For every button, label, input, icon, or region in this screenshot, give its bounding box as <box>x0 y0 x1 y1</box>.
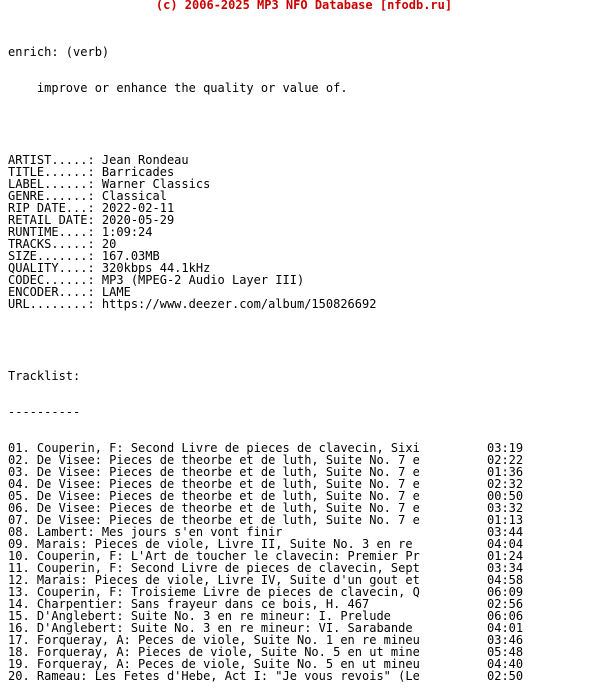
track-duration: 02:22 <box>487 453 524 467</box>
track-title: 05. De Visee: Pieces de theorbe et de luth, Suite No. 7 e <box>8 489 420 503</box>
track-title: 09. Marais: Pieces de viole, Livre II, Suite No. 3 en re <box>8 537 413 551</box>
track-duration: 04:04 <box>487 537 524 551</box>
info-line: TRACKS.....: 20 <box>8 237 117 251</box>
track-title: 11. Couperin, F: Second Livre de pieces de clavecin, Sept <box>8 561 420 575</box>
info-line: ENCODER....: LAME <box>8 285 131 299</box>
release-info <box>8 154 420 310</box>
tracklist-rule: ---------- <box>8 405 81 419</box>
track-duration: 05:48 <box>487 645 524 659</box>
info-line: ARTIST.....: Jean Rondeau <box>8 153 189 167</box>
track-title: 04. De Visee: Pieces de theorbe et de luth, Suite No. 7 e <box>8 477 420 491</box>
track-title: 18. Forqueray, A: Pieces de viole, Suite No. 5 en ut mine <box>8 645 420 659</box>
track-title: 10. Couperin, F: L'Art de toucher le clavecin: Premier Pr <box>8 549 420 563</box>
track-duration: 04:40 <box>487 657 524 671</box>
track-title: 02. De Visee: Pieces de theorbe et de luth, Suite No. 7 e <box>8 453 420 467</box>
track-title: 19. Forqueray, A: Peces de viole, Suite No. 5 en ut mineu <box>8 657 420 671</box>
track-duration: 04:58 <box>487 573 524 587</box>
tracklist-title: Tracklist: <box>8 369 81 383</box>
track-duration: 03:34 <box>487 561 524 575</box>
track-duration: 02:50 <box>487 669 524 683</box>
info-line: QUALITY....: 320kbps 44.1kHz <box>8 261 211 275</box>
definition-word: enrich: (verb) <box>8 45 110 59</box>
track-title: 15. D'Anglebert: Suite No. 3 en re mineur: I. Prelude <box>8 609 391 623</box>
track-duration: 00:50 <box>487 489 524 503</box>
info-line: RETAIL DATE: 2020-05-29 <box>8 213 175 227</box>
track-duration: 01:36 <box>487 465 524 479</box>
track-duration: 04:01 <box>487 621 524 635</box>
info-line: CODEC......: MP3 (MPEG-2 Audio Layer III) <box>8 273 305 287</box>
track-duration: 03:44 <box>487 525 524 539</box>
track-duration: 03:19 <box>487 441 524 455</box>
track-title: 03. De Visee: Pieces de theorbe et de luth, Suite No. 7 e <box>8 465 420 479</box>
info-line: URL........: https://www.deezer.com/album/150826692 <box>8 297 377 311</box>
track-duration: 02:32 <box>487 477 524 491</box>
track-title: 13. Couperin, F: Troisieme Livre de pieces de clavecin, Q <box>8 585 420 599</box>
info-line: GENRE......: Classical <box>8 189 167 203</box>
track-duration: 01:13 <box>487 513 524 527</box>
track-title: 01. Couperin, F: Second Livre de pieces de clavecin, Sixi <box>8 441 420 455</box>
track-duration: 06:06 <box>487 609 524 623</box>
track-title: 16. D'Anglebert: Suite No. 3 en re mineur: VI. Sarabande <box>8 621 413 635</box>
blank-line <box>8 118 420 130</box>
track-duration: 03:46 <box>487 633 524 647</box>
track-title: 17. Forqueray, A: Peces de viole, Suite No. 1 en re mineu <box>8 633 420 647</box>
tracklist <box>8 441 524 683</box>
track-duration: 03:32 <box>487 501 524 515</box>
blank-line <box>8 334 420 346</box>
info-line: RIP DATE...: 2022-02-11 <box>8 201 175 215</box>
info-line: RUNTIME....: 1:09:24 <box>8 225 153 239</box>
site-banner: (c) 2006-2025 MP3 NFO Database [nfodb.ru] <box>155 0 453 12</box>
track-duration: 06:09 <box>487 585 524 599</box>
definition-meaning: improve or enhance the quality or value of. <box>8 81 348 95</box>
track-title: 20. Rameau: Les Fetes d'Hebe, Act I: "Je vous revois" (Le <box>8 669 420 683</box>
track-title: 07. De Visee: Pieces de theorbe et de luth, Suite No. 7 e <box>8 513 420 527</box>
info-line: LABEL......: Warner Classics <box>8 177 211 191</box>
track-title: 08. Lambert: Mes jours s'en vont finir <box>8 525 283 539</box>
track-duration: 01:24 <box>487 549 524 563</box>
info-line: SIZE.......: 167.03MB <box>8 249 160 263</box>
track-duration: 02:56 <box>487 597 524 611</box>
track-row <box>8 669 524 683</box>
nfo-text <box>8 22 524 694</box>
track-title: 06. De Visee: Pieces de theorbe et de luth, Suite No. 7 e <box>8 501 420 515</box>
track-title: 14. Charpentier: Sans frayeur dans ce bois, H. 467 <box>8 597 370 611</box>
track-title: 12. Marais: Pieces de viole, Livre IV, Suite d'un gout et <box>8 573 420 587</box>
info-line: TITLE......: Barricades <box>8 165 175 179</box>
